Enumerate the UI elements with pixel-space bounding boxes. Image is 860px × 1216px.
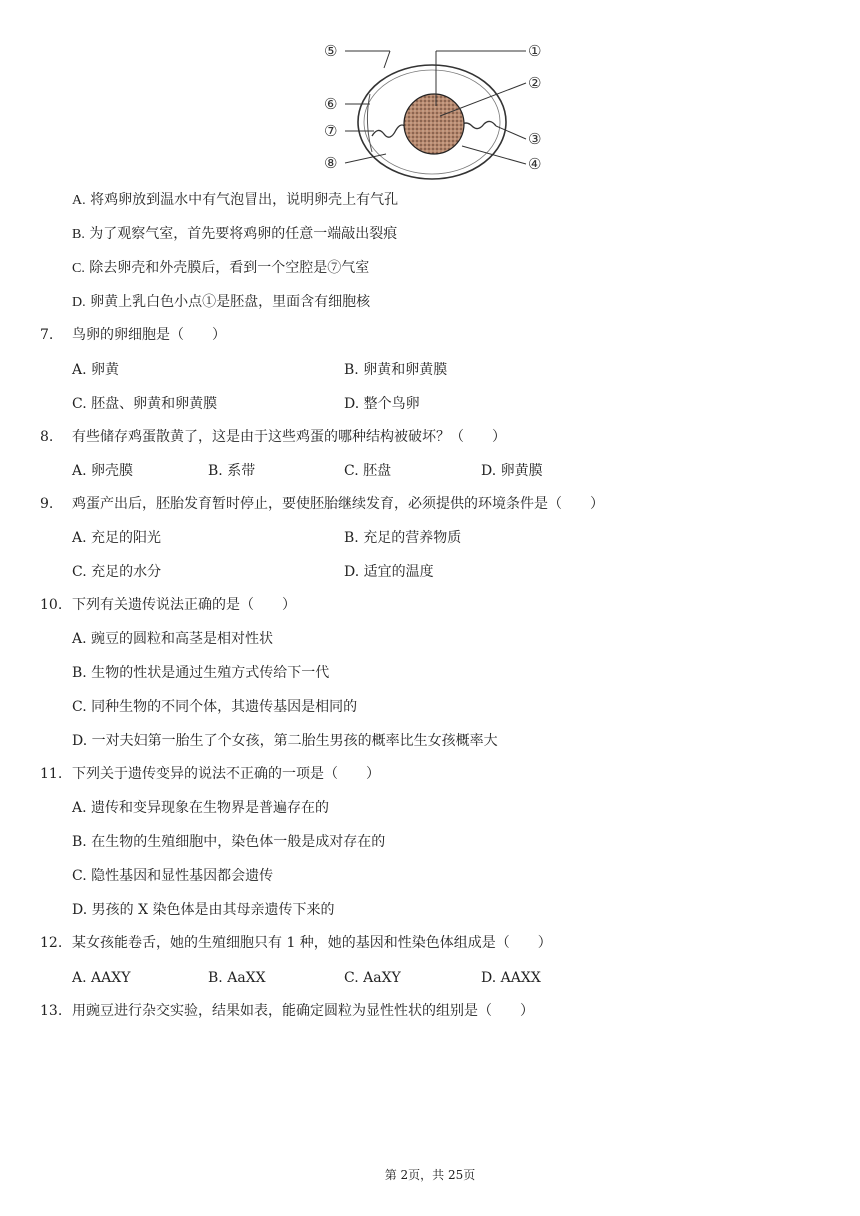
label-5: ⑤ bbox=[324, 42, 338, 60]
question-9: 9. 鸡蛋产出后，胚胎发育暂时停止，要使胚胎继续发育，必须提供的环境条件是（ ） bbox=[40, 496, 604, 512]
q10-option-b: B. 生物的性状是通过生殖方式传给下一代 bbox=[72, 665, 330, 681]
q11-option-c: C. 隐性基因和显性基因都会遗传 bbox=[72, 868, 274, 884]
label-1: ① bbox=[528, 42, 542, 60]
q9-option-a: A. 充足的阳光 bbox=[72, 530, 162, 546]
label-3: ③ bbox=[528, 130, 542, 148]
label-6: ⑥ bbox=[324, 95, 338, 113]
q8-option-b: B. 系带 bbox=[208, 463, 256, 479]
q6-option-a: A. 将鸡卵放到温水中有气泡冒出，说明卵壳上有气孔 bbox=[72, 192, 399, 208]
q10-option-d: D. 一对夫妇第一胎生了个女孩，第二胎生男孩的概率比生女孩概率大 bbox=[72, 733, 498, 749]
q6-option-d: D. 卵黄上乳白色小点①是胚盘，里面含有细胞核 bbox=[72, 294, 371, 310]
q9-option-b: B. 充足的营养物质 bbox=[344, 530, 462, 546]
q10-option-c: C. 同种生物的不同个体，其遗传基因是相同的 bbox=[72, 699, 358, 715]
label-4: ④ bbox=[528, 155, 542, 173]
q11-option-a: A. 遗传和变异现象在生物界是普遍存在的 bbox=[72, 800, 330, 816]
q9-option-c: C. 充足的水分 bbox=[72, 564, 162, 580]
q7-option-c: C. 胚盘、卵黄和卵黄膜 bbox=[72, 396, 218, 412]
yolk bbox=[404, 94, 464, 154]
q6-option-b: B. 为了观察气室，首先要将鸡卵的任意一端敲出裂痕 bbox=[72, 226, 398, 242]
question-7: 7. 鸟卵的卵细胞是（ ） bbox=[40, 327, 226, 343]
q12-option-a: A. AAXY bbox=[72, 970, 131, 986]
label-2: ② bbox=[528, 74, 542, 92]
q8-option-c: C. 胚盘 bbox=[344, 463, 392, 479]
q8-option-d: D. 卵黄膜 bbox=[481, 463, 543, 479]
q9-option-d: D. 适宜的温度 bbox=[344, 564, 434, 580]
page-footer: 第 2页，共 25页 bbox=[384, 1168, 476, 1182]
q7-option-d: D. 整个鸟卵 bbox=[344, 396, 420, 412]
question-8: 8. 有些储存鸡蛋散黄了，这是由于这些鸡蛋的哪种结构被破坏？（ ） bbox=[40, 429, 506, 445]
q10-option-a: A. 豌豆的圆粒和高茎是相对性状 bbox=[72, 631, 274, 647]
question-12: 12. 某女孩能卷舌，她的生殖细胞只有 1 种，她的基因和性染色体组成是（ ） bbox=[40, 935, 552, 951]
q8-option-a: A. 卵壳膜 bbox=[72, 463, 134, 479]
label-8: ⑧ bbox=[324, 154, 338, 172]
q7-option-a: A. 卵黄 bbox=[72, 362, 120, 378]
question-13: 13. 用豌豆进行杂交实验，结果如表，能确定圆粒为显性性状的组别是（ ） bbox=[40, 1003, 534, 1019]
q7-option-b: B. 卵黄和卵黄膜 bbox=[344, 362, 448, 378]
q6-option-c: C. 除去卵壳和外壳膜后，看到一个空腔是⑦气室 bbox=[72, 260, 370, 276]
q12-option-d: D. AAXX bbox=[481, 970, 541, 986]
question-10: 10. 下列有关遗传说法正确的是（ ） bbox=[40, 597, 296, 613]
egg-structure-diagram bbox=[300, 36, 560, 182]
label-7: ⑦ bbox=[324, 122, 338, 140]
q12-option-b: B. AaXX bbox=[208, 970, 266, 986]
q11-option-b: B. 在生物的生殖细胞中，染色体一般是成对存在的 bbox=[72, 834, 386, 850]
q11-option-d: D. 男孩的 X 染色体是由其母亲遗传下来的 bbox=[72, 902, 335, 918]
q12-option-c: C. AaXY bbox=[344, 970, 401, 986]
question-11: 11. 下列关于遗传变异的说法不正确的一项是（ ） bbox=[40, 766, 380, 782]
